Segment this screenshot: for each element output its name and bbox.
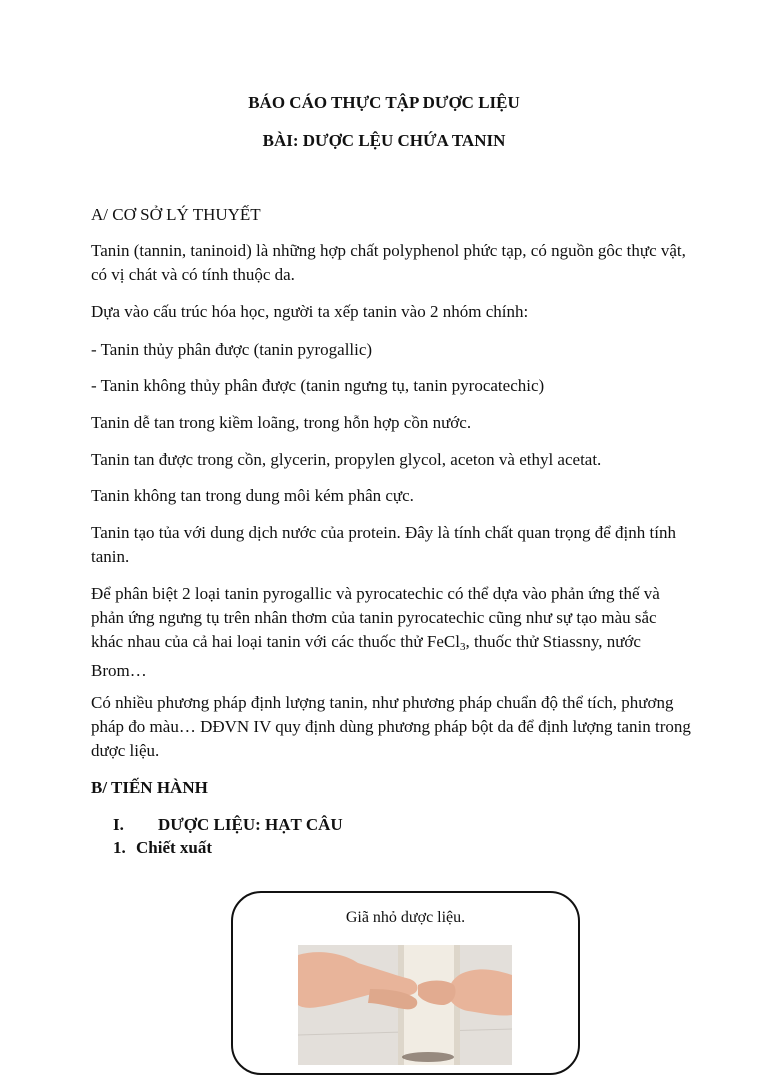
list-item-hydrolysable: - Tanin thủy phân được (tanin pyrogallic) [91, 340, 373, 359]
distinction-text-end: , thuốc thử Stiassny, nước Brom… [91, 632, 641, 680]
paragraph-solubility-alkali: Tanin dễ tan trong kiềm loãng, trong hỗn hợp cồn nước. [91, 413, 472, 432]
section-b-heading: B/ TIẾN HÀNH [91, 778, 208, 797]
figure-caption: Giã nhỏ dược liệu. [345, 909, 466, 926]
grinding-photo-illustration [298, 945, 512, 1065]
paragraph-insolubility: Tanin không tan trong dung môi kém phân cực. [91, 486, 414, 505]
item-roman-number: I. [113, 815, 124, 834]
paragraph-classification: Dựa vào cấu trúc hóa học, người ta xếp tanin vào 2 nhóm chính: [91, 302, 529, 321]
grinding-photo [298, 945, 512, 1065]
sub-item-heading: Chiết xuất [136, 838, 213, 857]
sub-item-number: 1. [113, 838, 126, 857]
distinction-text-start: Để phân biệt 2 loại tanin pyrogallic và pyrocatechic có thể dựa vào phản ứng thế và phản ứng ngưng tụ trên nhân thơm của tanin pyrocatechic cũng như sự tạo màu sắc khác nhau của cả hai loại tanin với các thuốc thử FeCl [91, 584, 660, 651]
figure-box [231, 891, 580, 1075]
paragraph-solubility-solvents: Tanin tan được trong cồn, glycerin, propylen glycol, aceton và ethyl acetat. [91, 450, 602, 469]
paragraph-distinction [91, 582, 691, 683]
paragraph-quantification: Có nhiều phương pháp định lượng tanin, như phương pháp chuẩn độ thể tích, phương pháp đo màu… DĐVN IV quy định dùng phương pháp bột da để định lượng tanin trong dược liệu. [91, 693, 691, 760]
fecl-subscript: 3 [459, 641, 466, 653]
paragraph-definition: Tanin (tannin, taninoid) là những hợp chất polyphenol phức tạp, có nguồn gôc thực vật, có vị chát và có tính thuộc da. [91, 241, 686, 284]
item-herb-heading: DƯỢC LIỆU: HẠT CÂU [158, 815, 343, 834]
section-a-heading: A/ CƠ SỞ LÝ THUYẾT [91, 205, 261, 224]
paragraph-protein: Tanin tạo tủa với dung dịch nước của protein. Đây là tính chất quan trọng để định tính tanin. [91, 523, 676, 566]
list-item-condensed: - Tanin không thủy phân được (tanin ngưng tụ, tanin pyrocatechic) [91, 376, 545, 395]
report-title: BÁO CÁO THỰC TẬP DƯỢC LIỆU [248, 93, 520, 112]
lesson-title: BÀI: DƯỢC LỆU CHỨA TANIN [262, 131, 506, 150]
